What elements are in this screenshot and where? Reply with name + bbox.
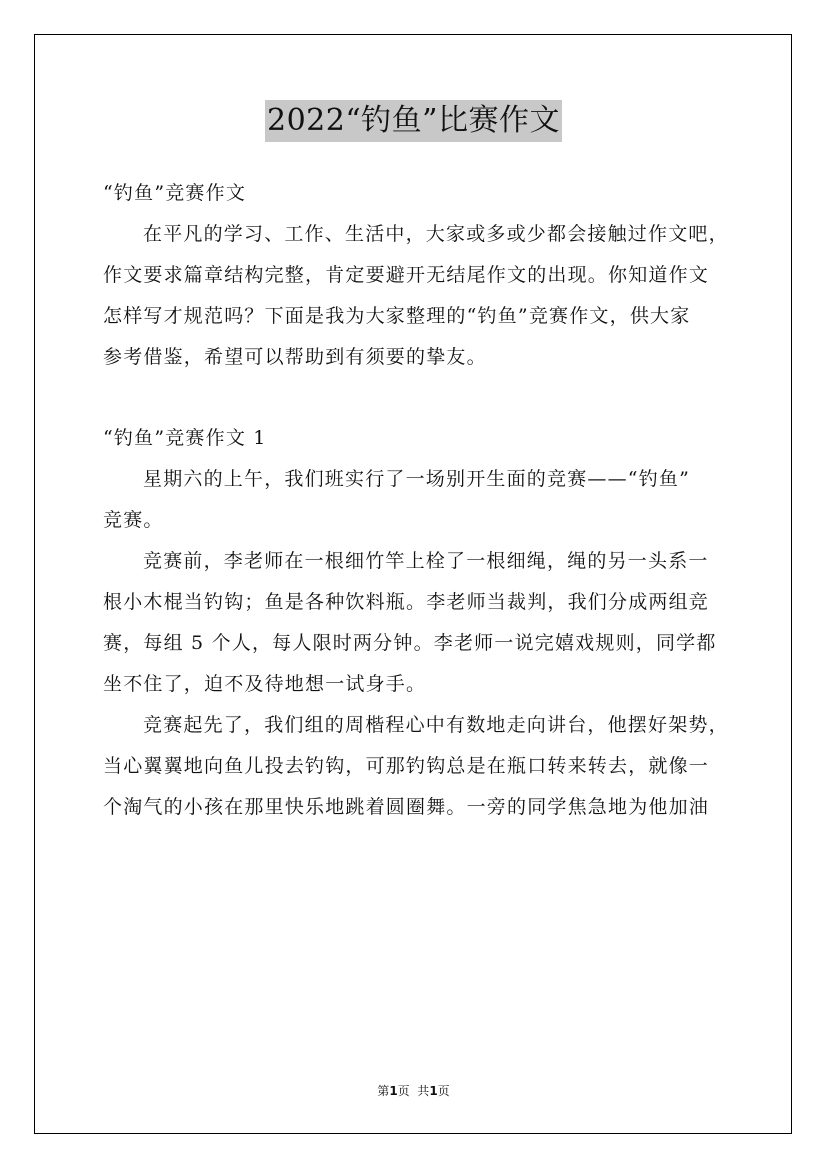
section-heading: “钓鱼”竞赛作文 1 <box>103 427 267 449</box>
paragraph-gap <box>103 378 733 418</box>
paragraph-line: 怎样写才规范吗？下面是我为大家整理的“钓鱼”竞赛作文，供大家 <box>103 305 691 327</box>
section-heading: “钓鱼”竞赛作文 <box>103 182 247 204</box>
paragraph-line: 赛，每组 5 个人，每人限时两分钟。李老师一说完嬉戏规则，同学都 <box>103 632 717 654</box>
page-label-prefix: 第 <box>377 1084 390 1098</box>
page-label-mid: 页 共 <box>397 1084 430 1098</box>
paragraph-line: 星期六的上午，我们班实行了一场别开生面的竞赛——“钓鱼” <box>143 468 691 490</box>
paragraph-line: 当心翼翼地向鱼儿投去钓钩，可那钓钩总是在瓶口转来转去，就像一 <box>103 755 710 777</box>
paragraph-line: 坐不住了，迫不及待地想一试身手。 <box>103 673 427 695</box>
page-footer <box>0 1083 827 1099</box>
title-container <box>0 100 827 142</box>
paragraph-line: 根小木棍当钓钩；鱼是各种饮料瓶。李老师当裁判，我们分成两组竞 <box>103 591 710 613</box>
paragraph-line: 作文要求篇章结构完整，肯定要避开无结尾作文的出现。你知道作文 <box>103 264 710 286</box>
paragraph-line: 竞赛前，李老师在一根细竹竿上栓了一根细绳，绳的另一头系一 <box>143 550 709 572</box>
document-title: 2022“钓鱼”比赛作文 <box>265 100 562 142</box>
paragraph-line: 参考借鉴，希望可以帮助到有须要的挚友。 <box>103 346 487 368</box>
paragraph-line: 个淘气的小孩在那里快乐地跳着圆圈舞。一旁的同学焦急地为他加油 <box>103 796 710 818</box>
paragraph-line: 在平凡的学习、工作、生活中，大家或多或少都会接触过作文吧， <box>143 223 729 245</box>
paragraph-line: 竞赛。 <box>103 509 164 531</box>
document-body <box>103 173 733 828</box>
page-label-suffix: 页 <box>437 1084 450 1098</box>
page-total: 1 <box>429 1084 438 1098</box>
paragraph-line: 竞赛起先了，我们组的周楷程心中有数地走向讲台，他摆好架势， <box>143 714 729 736</box>
page-current: 1 <box>389 1084 398 1098</box>
